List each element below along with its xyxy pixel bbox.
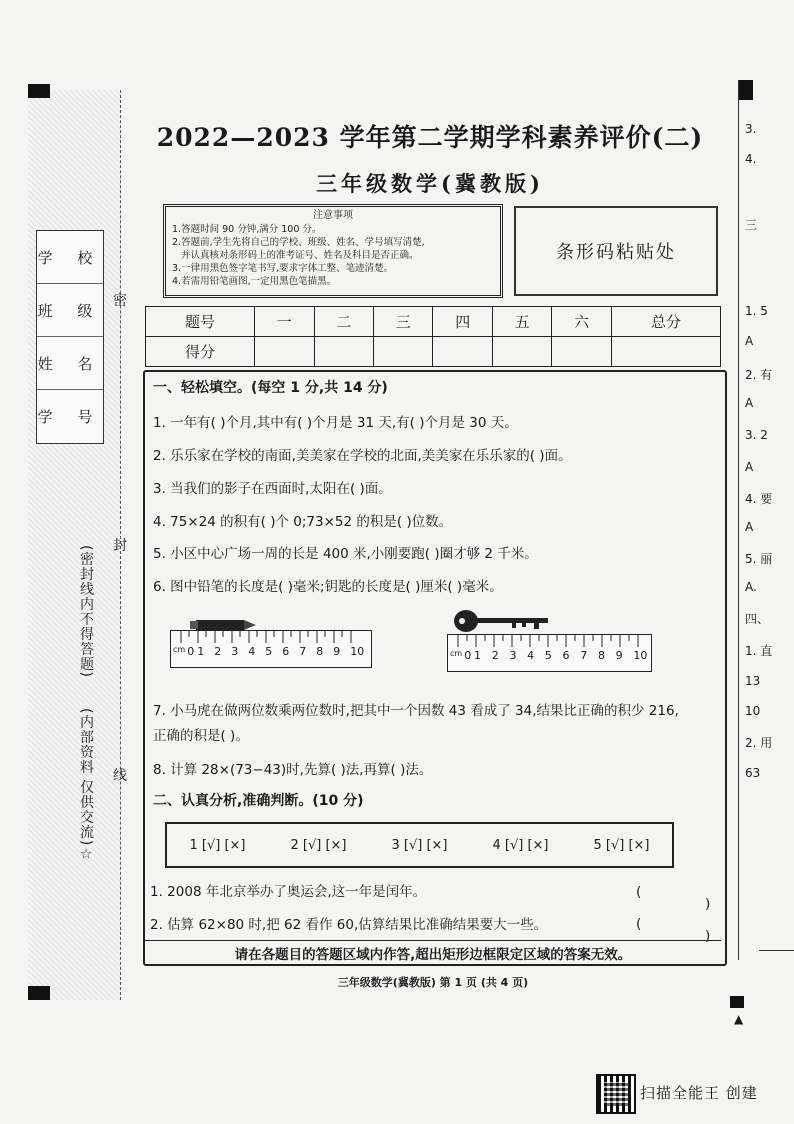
strip-text: A xyxy=(745,334,754,348)
notice-item: 3.一律用黑色签字笔书写,要求字体工整、笔迹清楚。 xyxy=(172,263,394,274)
name-field[interactable]: 姓 名 xyxy=(37,337,103,390)
alignment-mark xyxy=(739,80,753,100)
strip-text: 四、 xyxy=(745,612,770,626)
barcode-area: 条形码粘贴处 xyxy=(514,206,718,296)
alignment-mark xyxy=(730,996,744,1008)
ruler-num: 8 xyxy=(597,649,605,662)
student-id-field[interactable]: 学 号 xyxy=(37,407,103,426)
question-2-1: 1. 2008 年北京举办了奥运会,这一年是闰年。 xyxy=(150,884,427,900)
answer-paren-open[interactable]: ( xyxy=(636,916,642,932)
strip-text: 63 xyxy=(745,766,761,780)
seal-warning: (密封线内不得答题) xyxy=(78,545,94,678)
score-header-cell: 四 xyxy=(433,307,492,337)
judge-option-1[interactable]: 1 [√] [×] xyxy=(189,837,246,853)
student-info-box xyxy=(36,230,104,444)
ruler-num: 9 xyxy=(615,649,623,662)
score-cell[interactable] xyxy=(314,337,373,367)
seal-char-feng: 封 xyxy=(113,538,127,554)
strip-text: 4. xyxy=(745,152,757,166)
ruler-right xyxy=(447,634,652,672)
ruler-num: 7 xyxy=(299,645,307,658)
footer-divider xyxy=(145,940,721,941)
score-cell[interactable] xyxy=(492,337,551,367)
qr-code-icon xyxy=(596,1074,636,1114)
notice-item: 4.若需用铅笔画图,一定用黑色笔描黑。 xyxy=(172,276,337,287)
ruler-num: 3 xyxy=(231,645,239,658)
ruler-num: 5 xyxy=(265,645,273,658)
ruler-unit: cm xyxy=(450,649,463,658)
ruler-num: 9 xyxy=(333,645,341,658)
ruler-num: 0 xyxy=(464,649,472,662)
ruler-num: 4 xyxy=(527,649,535,662)
question-1-6[interactable]: 6. 图中铅笔的长度是( )毫米;钥匙的长度是( )厘米( )毫米。 xyxy=(153,579,503,595)
ruler-num: 8 xyxy=(316,645,324,658)
ruler-num: 2 xyxy=(214,645,222,658)
internal-note: (内部资料 仅供交流)☆ xyxy=(78,708,94,864)
strip-text: 3. xyxy=(745,122,757,136)
notice-heading: 注意事项 xyxy=(313,210,353,221)
ruler-num: 10 xyxy=(633,649,648,662)
ruler-numbers xyxy=(171,645,371,658)
score-header-cell: 六 xyxy=(552,307,611,337)
ruler-num: 10 xyxy=(350,645,365,658)
section1-title: 一、轻松填空。(每空 1 分,共 14 分) xyxy=(153,380,388,396)
adjacent-page-strip xyxy=(738,80,794,960)
strip-text: A xyxy=(745,520,754,534)
ruler-ticks xyxy=(171,631,371,645)
alignment-mark xyxy=(28,986,50,1000)
question-1-8[interactable]: 8. 计算 28×(73−43)时,先算( )法,再算( )法。 xyxy=(153,762,433,778)
section2-title: 二、认真分析,准确判断。(10 分) xyxy=(153,793,364,809)
school-field[interactable]: 学 校 xyxy=(37,231,103,284)
question-1-1[interactable]: 1. 一年有( )个月,其中有( )个月是 31 天,有( )个月是 30 天。 xyxy=(153,415,518,431)
score-cell[interactable] xyxy=(433,337,492,367)
answer-paren-close: ) xyxy=(705,928,711,944)
strip-text: A. xyxy=(745,580,757,594)
ruler-num: 6 xyxy=(562,649,570,662)
strip-text: 三 xyxy=(745,218,758,232)
score-header-cell: 五 xyxy=(492,307,551,337)
seal-char-xian: 线 xyxy=(113,768,127,784)
ruler-num: 1 xyxy=(197,645,205,658)
judge-option-3[interactable]: 3 [√] [×] xyxy=(391,837,448,853)
ruler-num: 0 xyxy=(187,645,195,658)
score-row-label: 得分 xyxy=(146,337,255,367)
question-2-2: 2. 估算 62×80 时,把 62 看作 60,估算结果比准确结果要大一些。 xyxy=(150,917,548,933)
ruler-ticks xyxy=(448,635,651,649)
key-image xyxy=(452,608,552,634)
notice-box xyxy=(163,204,503,298)
class-field[interactable]: 班 级 xyxy=(37,284,103,337)
score-table xyxy=(145,306,721,367)
strip-text: 2. 用 xyxy=(745,736,773,750)
scanner-watermark: 扫描全能王 创建 xyxy=(640,1084,758,1102)
score-table-header xyxy=(146,307,721,337)
page-number: 三年级数学(冀教版) 第 1 页 (共 4 页) xyxy=(337,976,529,989)
score-cell[interactable] xyxy=(373,337,432,367)
exam-subtitle: 三年级数学(冀教版) xyxy=(316,171,544,196)
pencil-image xyxy=(188,616,258,628)
question-1-4[interactable]: 4. 75×24 的积有( )个 0;73×52 的积是( )位数。 xyxy=(153,514,453,530)
ruler-num: 6 xyxy=(282,645,290,658)
triangle-mark-icon: ▲ xyxy=(734,1012,744,1026)
score-table-row xyxy=(146,337,721,367)
ruler-num: 5 xyxy=(544,649,552,662)
score-header-cell: 题号 xyxy=(146,307,255,337)
alignment-mark xyxy=(28,84,50,98)
strip-text: 1. 直 xyxy=(745,644,773,658)
ruler-num: 2 xyxy=(491,649,499,662)
answer-paren-open[interactable]: ( xyxy=(636,884,642,900)
ruler-num: 3 xyxy=(509,649,517,662)
footer-note: 请在各题目的答题区域内作答,超出矩形边框限定区域的答案无效。 xyxy=(234,947,632,963)
judge-option-5[interactable]: 5 [√] [×] xyxy=(593,837,650,853)
strip-text: A xyxy=(745,460,754,474)
strip-text: 4. 要 xyxy=(745,492,773,506)
score-header-cell: 一 xyxy=(255,307,314,337)
notice-item: 2.答题前,学生先将自己的学校、班级、姓名、学号填写清楚, xyxy=(172,237,425,248)
score-cell[interactable] xyxy=(611,337,720,367)
strip-text: 10 xyxy=(745,704,761,718)
ruler-unit: cm xyxy=(173,645,186,654)
question-1-7-answer[interactable]: 正确的积是( )。 xyxy=(153,728,249,744)
judge-option-4[interactable]: 4 [√] [×] xyxy=(492,837,549,853)
exam-title: 2022—2023 学年第二学期学科素养评价(二) xyxy=(156,123,704,152)
strip-text: 5. 丽 xyxy=(745,552,773,566)
score-header-cell: 三 xyxy=(373,307,432,337)
notice-item: 1.答题时间 90 分钟,满分 100 分。 xyxy=(172,224,322,235)
key-icon xyxy=(452,608,552,634)
notice-item: 并认真核对条形码上的准考证号、姓名及科目是否正确。 xyxy=(172,250,419,261)
question-1-7[interactable]: 7. 小马虎在做两位数乘两位数时,把其中一个因数 43 看成了 34,结果比正确的积少 216, xyxy=(153,703,679,719)
strip-text: 2. 有 xyxy=(745,368,773,382)
question-1-5[interactable]: 5. 小区中心广场一周的长是 400 米,小刚要跑( )圈才够 2 千米。 xyxy=(153,546,538,562)
strip-text: 13 xyxy=(745,674,761,688)
strip-divider xyxy=(759,950,794,951)
ruler-num: 4 xyxy=(248,645,256,658)
score-header-cell: 总分 xyxy=(611,307,720,337)
question-1-3[interactable]: 3. 当我们的影子在西面时,太阳在( )面。 xyxy=(153,481,392,497)
answer-paren-close: ) xyxy=(705,896,711,912)
seal-char-mi: 密 xyxy=(113,293,127,309)
score-cell[interactable] xyxy=(255,337,314,367)
score-header-cell: 二 xyxy=(314,307,373,337)
judgement-answer-box xyxy=(165,822,674,868)
ruler-left xyxy=(170,630,372,668)
ruler-numbers xyxy=(448,649,651,662)
score-cell[interactable] xyxy=(552,337,611,367)
ruler-num: 1 xyxy=(474,649,482,662)
strip-text: 1. 5 xyxy=(745,304,768,318)
strip-text: 3. 2 xyxy=(745,428,768,442)
ruler-num: 7 xyxy=(580,649,588,662)
question-1-2[interactable]: 2. 乐乐家在学校的南面,美美家在学校的北面,美美家在乐乐家的( )面。 xyxy=(153,448,572,464)
strip-text: A xyxy=(745,396,754,410)
judge-option-2[interactable]: 2 [√] [×] xyxy=(290,837,347,853)
binding-sidebar xyxy=(28,90,121,1000)
